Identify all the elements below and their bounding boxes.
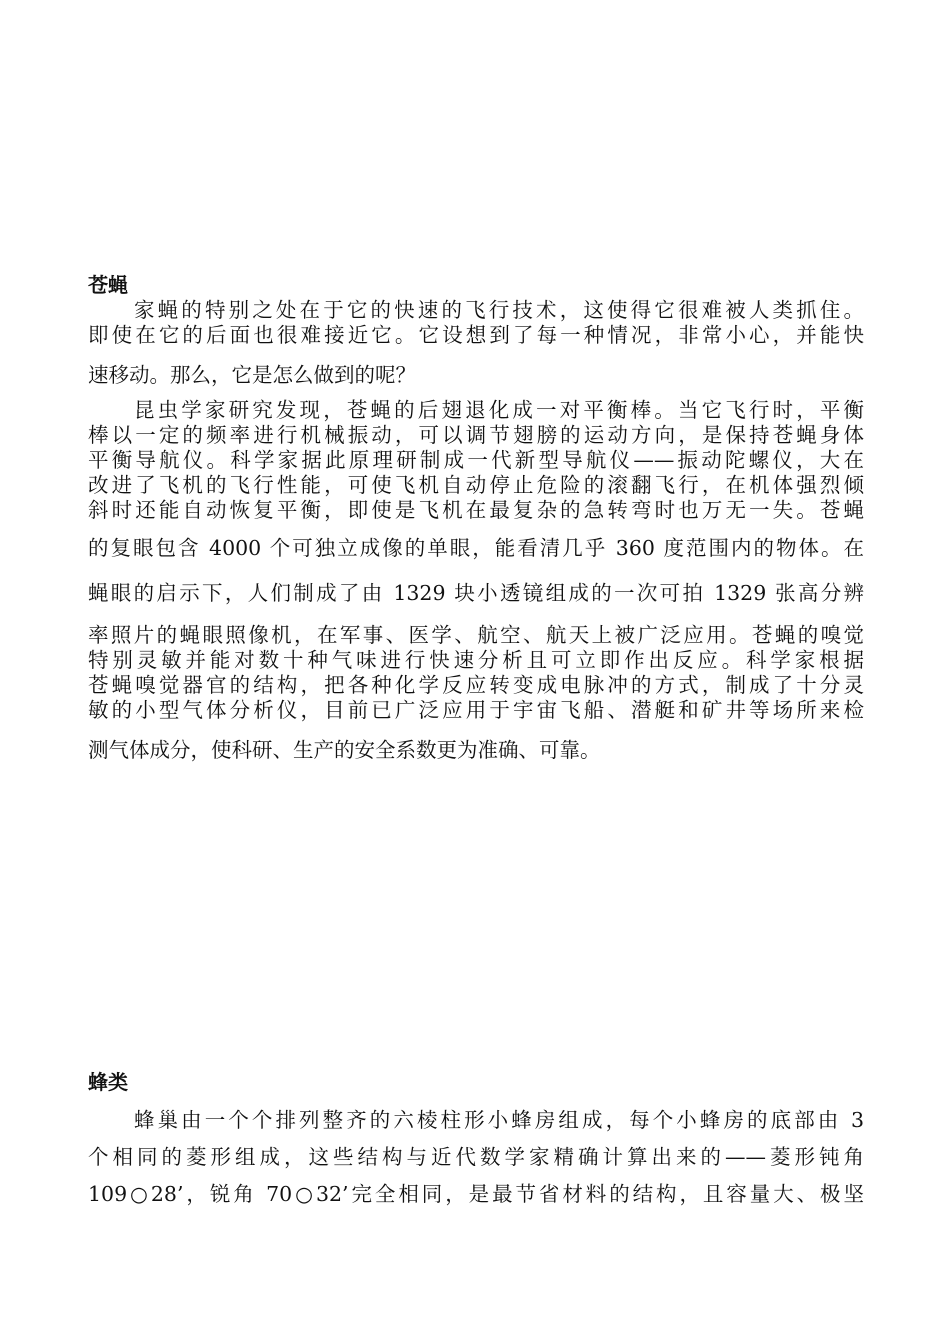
paragraph-line: 率照片的蝇眼照像机，在军事、医学、航空、航天上被广泛应用。苍蝇的嗅觉 — [88, 623, 864, 647]
paragraph-line: 特别灵敏并能对数十种气味进行快速分析且可立即作出反应。科学家根据 — [88, 648, 864, 672]
paragraph-line: 平衡导航仪。科学家据此原理研制成一代新型导航仪——振动陀螺仪，大在 — [88, 448, 864, 472]
paragraph-line: 棒以一定的频率进行机械振动，可以调节翅膀的运动方向，是保持苍蝇身体 — [88, 423, 864, 447]
section-bees — [88, 1069, 864, 1206]
paragraph — [88, 398, 864, 763]
paragraph-line: 即使在它的后面也很难接近它。它设想到了每一种情况，非常小心，并能快 — [88, 323, 864, 347]
paragraph-line: 109○28’，锐角 70○32’完全相同，是最节省材料的结构，且容量大、极坚 — [88, 1182, 864, 1206]
paragraph-line: 蜂巢由一个个排列整齐的六棱柱形小蜂房组成，每个小蜂房的底部由 3 — [134, 1108, 864, 1132]
paragraph-line: 家蝇的特别之处在于它的快速的飞行技术，这使得它很难被人类抓住。 — [134, 298, 864, 322]
paragraph-line: 速移动。那么，它是怎么做到的呢？ — [88, 363, 416, 387]
section-title: 苍蝇 — [88, 273, 128, 297]
paragraph-line: 的复眼包含 4000 个可独立成像的单眼，能看清几乎 360 度范围内的物体。在 — [88, 536, 864, 560]
paragraph-line: 蝇眼的启示下，人们制成了由 1329 块小透镜组成的一次可拍 1329 张高分辨 — [88, 581, 864, 605]
paragraph-line: 昆虫学家研究发现，苍蝇的后翅退化成一对平衡棒。当它飞行时，平衡 — [134, 398, 864, 422]
section-housefly — [88, 272, 864, 762]
paragraph-line: 个相同的菱形组成，这些结构与近代数学家精确计算出来的——菱形钝角 — [88, 1145, 864, 1169]
paragraph — [88, 298, 864, 388]
section-title: 蜂类 — [88, 1070, 128, 1094]
paragraph-line: 敏的小型气体分析仪，目前已广泛应用于宇宙飞船、潜艇和矿井等场所来检 — [88, 698, 864, 722]
paragraph-line: 斜时还能自动恢复平衡，即使是飞机在最复杂的急转弯时也万无一失。苍蝇 — [88, 498, 864, 522]
paragraph — [88, 1103, 864, 1211]
paragraph-line: 改进了飞机的飞行性能，可使飞机自动停止危险的滚翻飞行，在机体强烈倾 — [88, 473, 864, 497]
paragraph-line: 测气体成分，使科研、生产的安全系数更为准确、可靠。 — [88, 738, 601, 762]
paragraph-line: 苍蝇嗅觉器官的结构，把各种化学反应转变成电脉冲的方式，制成了十分灵 — [88, 673, 864, 697]
